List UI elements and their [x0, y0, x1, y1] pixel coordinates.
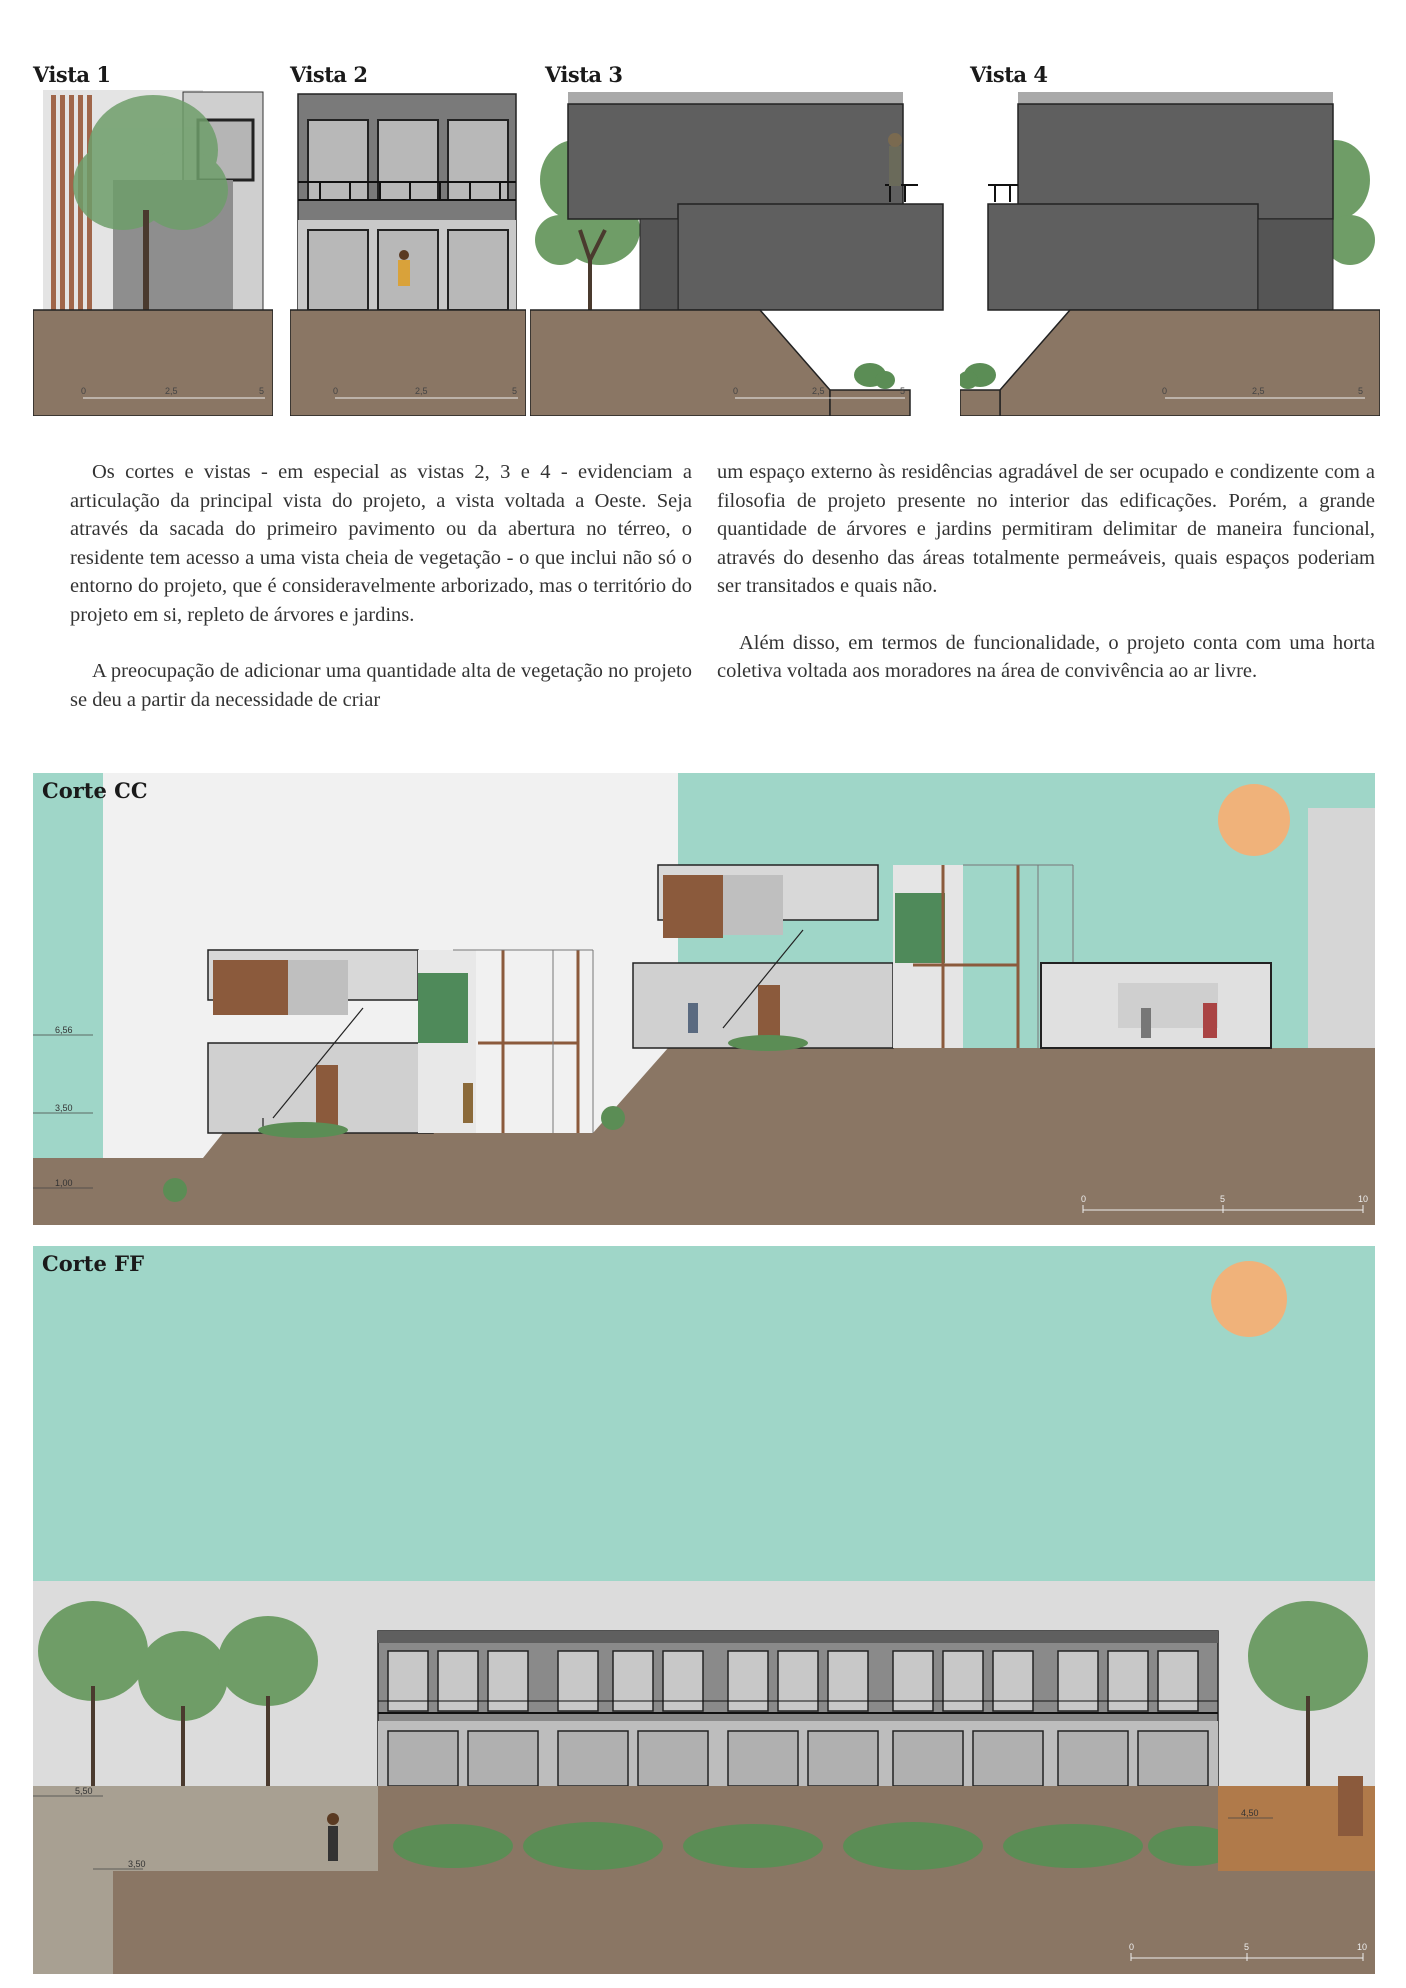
vista-4-drawing: [960, 90, 1380, 416]
vista-2-title: Vista 2: [290, 62, 368, 87]
cc-level-3: 1,00: [55, 1178, 73, 1188]
cc-level-1: 6,56: [55, 1025, 73, 1035]
vista-2-scale-mid: 2,5: [415, 386, 428, 396]
paragraph-right-2: Além disso, em termos de funcionalidade, o projeto conta com uma horta coletiva voltada aos moradores na área de convivência ao ar livre.: [717, 631, 1375, 682]
vista-1-title: Vista 1: [33, 62, 111, 87]
vista-2-scale-0: 0: [333, 386, 339, 396]
vista-3-scale-end: 5: [900, 386, 906, 396]
corte-ff-drawing: [33, 1246, 1375, 1974]
ff-level-2: 3,50: [128, 1859, 146, 1869]
vista-3-title: Vista 3: [545, 62, 623, 87]
vista-4-scale-end: 5: [1358, 386, 1364, 396]
vista-3-scale-0: 0: [733, 386, 739, 396]
vista-2-scale-end: 5: [512, 386, 518, 396]
vista-3-drawing: [530, 90, 950, 416]
vista-1-scale-mid: 2,5: [165, 386, 178, 396]
ff-level-3: 4,50: [1241, 1808, 1259, 1818]
text-column-right: [717, 458, 1375, 714]
vista-1-drawing: [33, 90, 273, 416]
vista-2-drawing: [290, 90, 526, 416]
vista-3-scale-mid: 2,5: [812, 386, 825, 396]
corte-ff-title: Corte FF: [42, 1251, 144, 1276]
ff-scale-0: 0: [1129, 1942, 1135, 1952]
vista-4-scale-mid: 2,5: [1252, 386, 1265, 396]
paragraph-right-1: um espaço externo às residências agradável de ser ocupado e condizente com a filosofia de projeto presente no interior das edificações. Porém, a grande quantidade de árvores e jardins permitiram delimitar de maneira funcional, através do desenho das áreas totalmente permeáveis, quais espaços poderiam ser transitados e quais não.: [717, 461, 1375, 597]
ff-scale-end: 10: [1357, 1942, 1368, 1952]
cc-scale-mid: 5: [1220, 1194, 1226, 1204]
ff-scale-mid: 5: [1244, 1942, 1250, 1952]
corte-cc-title: Corte CC: [42, 778, 148, 803]
vista-4-scale-0: 0: [1162, 386, 1168, 396]
vista-1-scale-end: 5: [259, 386, 265, 396]
paragraph-left-2: A preocupação de adicionar uma quantidade alta de vegetação no projeto se deu a partir da necessidade de criar: [70, 660, 692, 711]
cc-level-2: 3,50: [55, 1103, 73, 1113]
vista-4-title: Vista 4: [970, 62, 1048, 87]
cc-scale-0: 0: [1081, 1194, 1087, 1204]
ff-level-1: 5,50: [75, 1786, 93, 1796]
paragraph-left-1: Os cortes e vistas - em especial as vistas 2, 3 e 4 - evidenciam a articulação da principal vista do projeto, a vista voltada a Oeste. Seja através da sacada do primeiro pavimento ou da abertura no térreo, o residente tem acesso a uma vista cheia de vegetação - o que inclui não só o entorno do projeto, que é consideravelmente arborizado, mas o território do projeto em si, repleto de árvores e jardins.: [70, 461, 692, 626]
corte-cc-drawing: [33, 773, 1375, 1225]
text-column-left: [70, 458, 692, 714]
vista-1-scale-0: 0: [81, 386, 87, 396]
cc-scale-end: 10: [1358, 1194, 1369, 1204]
